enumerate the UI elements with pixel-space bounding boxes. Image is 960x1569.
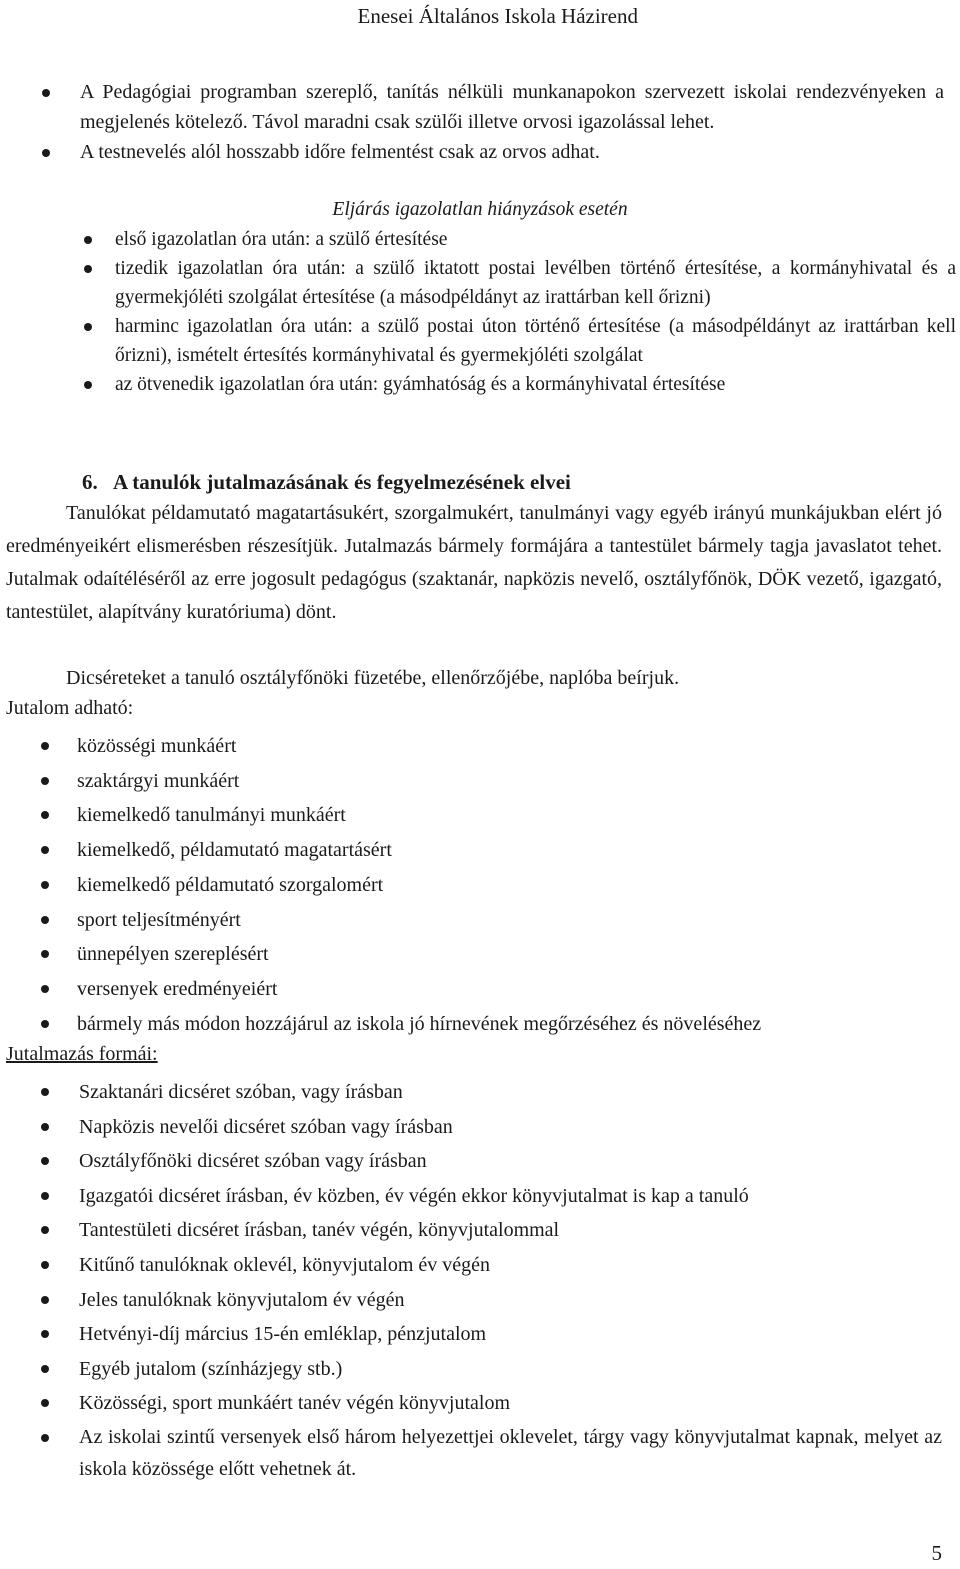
list-item: az ötvenedik igazolatlan óra után: gyámhatóság és a kormányhivatal értesítése <box>0 370 960 399</box>
list-item: Hetvényi-díj március 15-én emléklap, pénzjutalom <box>0 1317 960 1352</box>
reward-reasons-list <box>0 729 960 1041</box>
list-item: Napközis nevelői dicséret szóban vagy írásban <box>0 1110 960 1145</box>
list-item: Szaktanári dicséret szóban, vagy írásban <box>0 1075 960 1110</box>
list-item: bármely más módon hozzájárul az iskola jó hírnevének megőrzéséhez és növeléséhez <box>0 1007 960 1042</box>
list-item: Kitűnő tanulóknak oklevél, könyvjutalom év végén <box>0 1248 960 1283</box>
list-item: A testnevelés alól hosszabb időre felmentést csak az orvos adhat. <box>0 137 960 167</box>
list-item: kiemelkedő példamutató szorgalomért <box>0 868 960 903</box>
list-item: Osztályfőnöki dicséret szóban vagy írásban <box>0 1144 960 1179</box>
list-item: Közösségi, sport munkáért tanév végén könyvjutalom <box>0 1386 960 1421</box>
reward-forms-list <box>0 1075 960 1485</box>
section-number: 6. <box>82 470 98 494</box>
section-heading <box>82 470 571 495</box>
list-item: kiemelkedő, példamutató magatartásért <box>0 833 960 868</box>
list-item: harminc igazolatlan óra után: a szülő postai úton történő értesítése (a másodpéldányt az irattárban kell őrizni), ismételt értesítés kormányhivatal és gyermekjóléti szolgálat <box>0 312 960 370</box>
section-title: A tanulók jutalmazásának és fegyelmezésének elvei <box>113 470 571 494</box>
list-item: Egyéb jutalom (színházjegy stb.) <box>0 1352 960 1387</box>
list-item: ünnepélyen szereplésért <box>0 937 960 972</box>
procedure-title: Eljárás igazolatlan hiányzások esetén <box>332 199 628 220</box>
list-item: sport teljesítményért <box>0 903 960 938</box>
absence-procedure-list <box>0 225 960 399</box>
page-number: 5 <box>931 1541 942 1565</box>
list-item: tizedik igazolatlan óra után: a szülő iktatott postai levélben történő értesítése, a kormányhivatal és a gyermekjóléti szolgálat értesítése (a másodpéldányt az irattárban kell őrizni) <box>0 254 960 312</box>
praise-paragraph: Dicséreteket a tanuló osztályfőnöki füzetébe, ellenőrzőjébe, naplóba beírjuk. <box>66 667 680 689</box>
list-item: A Pedagógiai programban szereplő, tanítás nélküli munkanapokon szervezett iskolai rendezvényeken a megjelenés kötelező. Távol maradni csak szülői illetve orvosi igazolással lehet. <box>0 77 960 137</box>
list-item: kiemelkedő tanulmányi munkáért <box>0 798 960 833</box>
list-item: Az iskolai szintű versenyek első három helyezettjei oklevelet, tárgy vagy könyvjutalmat kapnak, melyet az iskola közössége előtt vehetnek át. <box>0 1421 960 1485</box>
list-item: első igazolatlan óra után: a szülő értesítése <box>0 225 960 254</box>
list-item: Jeles tanulóknak könyvjutalom év végén <box>0 1283 960 1318</box>
list-item: közösségi munkáért <box>0 729 960 764</box>
reward-given-label: Jutalom adható: <box>6 697 134 719</box>
reward-forms-label: Jutalmazás formái: <box>6 1043 158 1065</box>
reward-paragraph: Tanulókat példamutató magatartásukért, szorgalmukért, tanulmányi vagy egyéb irányú munkájukban elért jó eredményeikért elismerésben részesítjük. Jutalmazás bármely formájára a tantestület bármely tagja javaslatot tehet. Jutalmak odaítéléséről az erre jogosult pedagógus (szaktanár, napközis nevelő, osztályfőnök, DÖK vezető, igazgató, tantestület, alapítvány kuratóriuma) dönt. <box>6 502 942 623</box>
intro-list <box>0 77 960 167</box>
list-item: Igazgatói dicséret írásban, év közben, év végén ekkor könyvjutalmat is kap a tanuló <box>0 1179 960 1214</box>
list-item: szaktárgyi munkáért <box>0 764 960 799</box>
page-header: Enesei Általános Iskola Házirend <box>357 4 638 28</box>
list-item: versenyek eredményeiért <box>0 972 960 1007</box>
list-item: Tantestületi dicséret írásban, tanév végén, könyvjutalommal <box>0 1213 960 1248</box>
